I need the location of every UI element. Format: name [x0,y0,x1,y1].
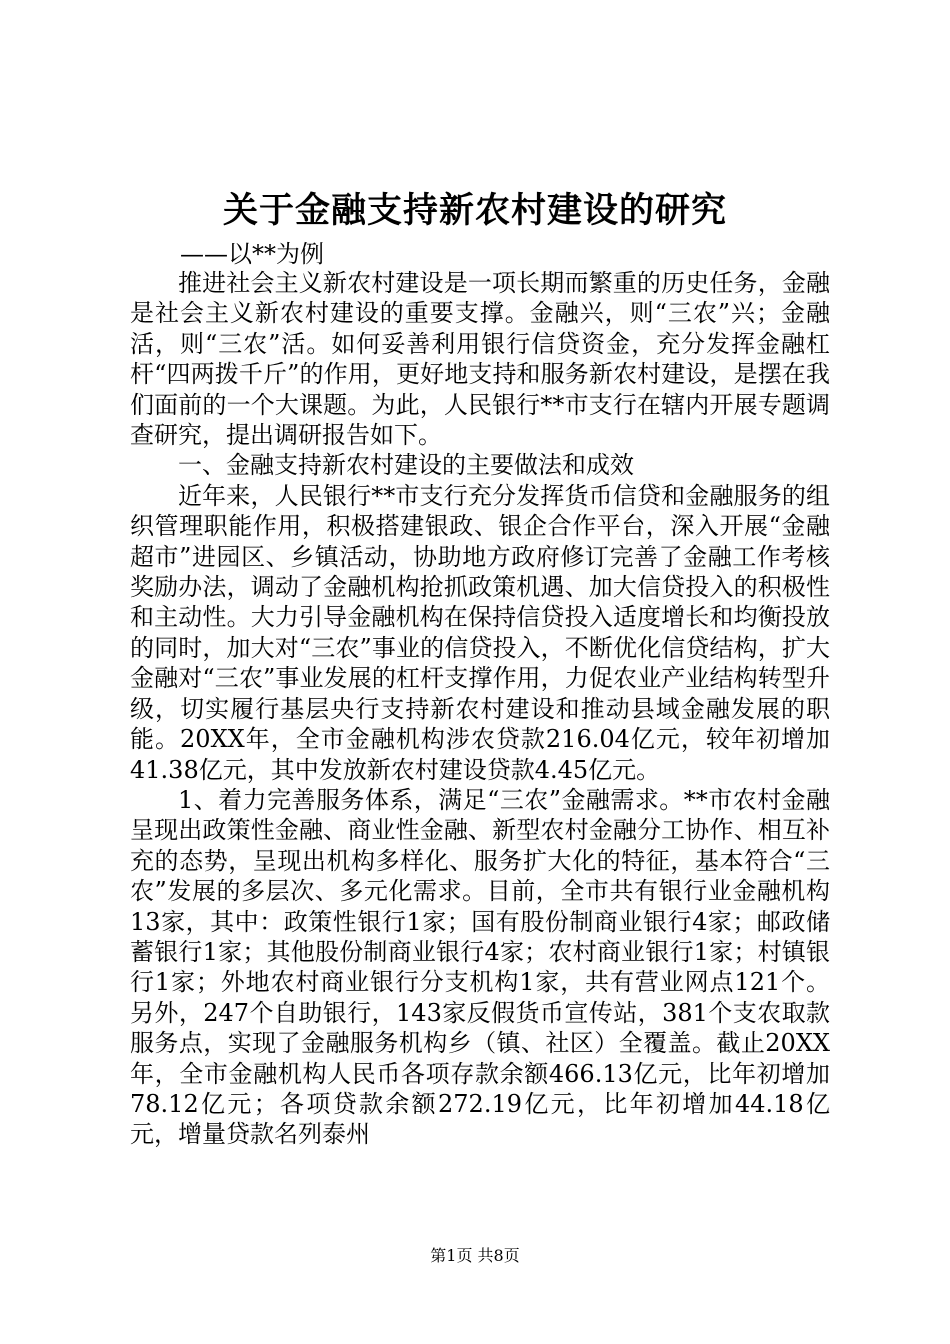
document-body [130,268,830,1150]
document-title: 关于金融支持新农村建设的研究 [222,190,727,231]
paragraph-intro: 推进社会主义新农村建设是一项长期而繁重的历史任务，金融是社会主义新农村建设的重要支撑。金融兴，则“三农”兴；金融活，则“三农”活。如何妥善利用银行信贷资金，充分发挥金融杠杆“四两拨千斤”的作用，更好地支持和服务新农村建设，是摆在我们面前的一个大课题。为此，人民银行**市支行在辖内开展专题调查研究，提出调研报告如下。 [130,269,830,450]
paragraph-achievements: 近年来，人民银行**市支行充分发挥货币信贷和金融服务的组织管理职能作用，积极搭建银政、银企合作平台，深入开展“金融超市”进园区、乡镇活动，协助地方政府修订完善了金融工作考核奖励办法，调动了金融机构抢抓政策机遇、加大信贷投入的积极性和主动性。大力引导金融机构在保持信贷投入适度增长和均衡投放的同时，加大对“三农”事业的信贷投入，不断优化信贷结构，扩大金融对“三农”事业发展的杠杆支撑作用，力促农业产业结构转型升级，切实履行基层央行支持新农村建设和推动县域金融发展的职能。20XX年，全市金融机构涉农贷款216.04亿元，较年初增加41.38亿元，其中发放新农村建设贷款4.45亿元。 [130,481,830,784]
document-subtitle: ——以**为例 [180,240,324,268]
page-number: 第1页 共8页 [430,1246,520,1265]
section-heading: 一、金融支持新农村建设的主要做法和成效 [178,451,634,480]
paragraph-service-system: 1、着力完善服务体系，满足“三农”金融需求。**市农村金融呈现出政策性金融、商业性金融、新型农村金融分工协作、相互补充的态势，呈现出机构多样化、服务扩大化的特征，基本符合“三农”发展的多层次、多元化需求。目前，全市共有银行业金融机构13家，其中：政策性银行1家；国有股份制商业银行4家；邮政储蓄银行1家；其他股份制商业银行4家；农村商业银行1家；村镇银行1家；外地农村商业银行分支机构1家，共有营业网点121个。另外，247个自助银行，143家反假货币宣传站，381个支农取款服务点，实现了金融服务机构乡（镇、社区）全覆盖。截止20XX年，全市金融机构人民币各项存款余额466.13亿元，比年初增加78.12亿元；各项贷款余额272.19亿元，比年初增加44.18亿元，增量贷款名列泰州 [130,785,830,1149]
